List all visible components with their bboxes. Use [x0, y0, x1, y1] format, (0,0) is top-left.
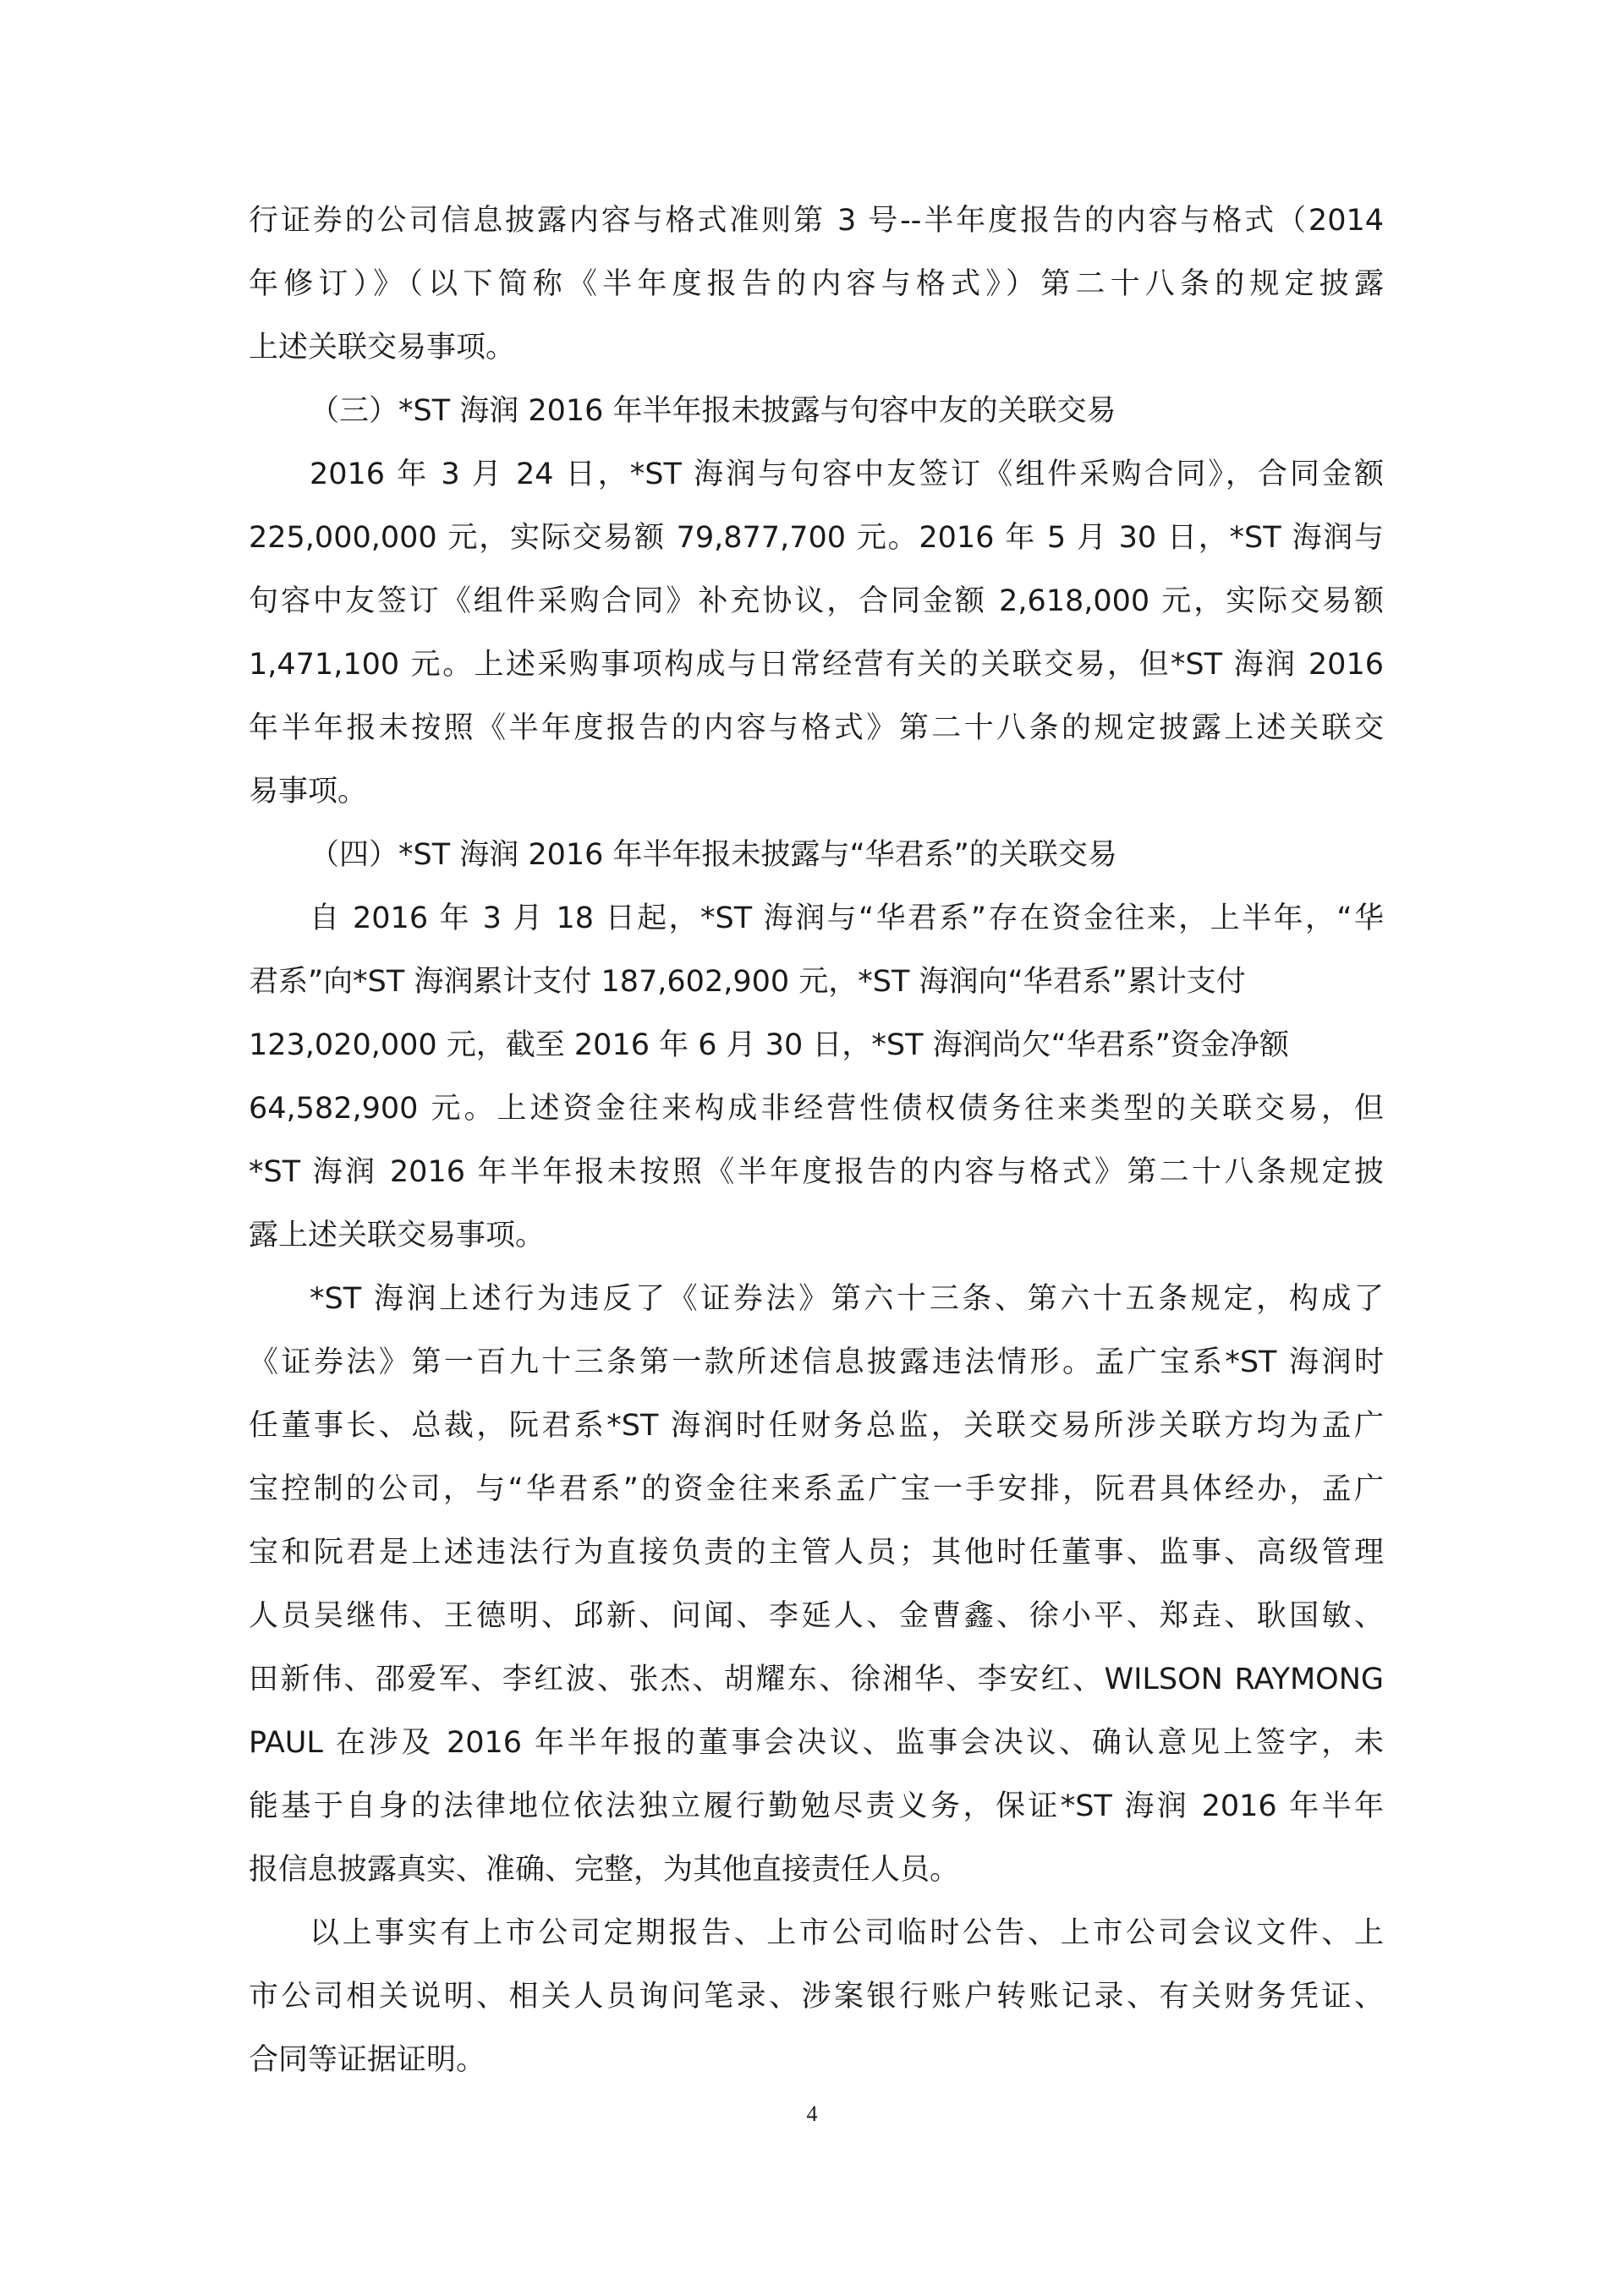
text-line: 年修订）》（以下简称《半年度报告的内容与格式》）第二十八条的规定披露 — [249, 267, 1384, 301]
text-line: 君系”向*ST 海润累计支付 187,602,900 元，*ST 海润向“华君系”累计支付 — [249, 965, 1246, 999]
text-line: 田新伟、邵爱军、李红波、张杰、胡耀东、徐湘华、李安红、WILSON RAYMONG — [249, 1663, 1384, 1696]
text-line: *ST 海润上述行为违反了《证券法》第六十三条、第六十五条规定，构成了 — [310, 1282, 1384, 1316]
text-line: 句容中友签订《组件采购合同》补充协议，合同金额 2,618,000 元，实际交易额 — [249, 584, 1384, 618]
text-line: 市公司相关说明、相关人员询问笔录、涉案银行账户转账记录、有关财务凭证、 — [249, 1980, 1384, 2014]
page-number: 4 — [806, 2101, 818, 2126]
text-line: （四）*ST 海润 2016 年半年报未披露与“华君系”的关联交易 — [310, 838, 1117, 872]
text-line: 宝控制的公司，与“华君系”的资金往来系孟广宝一手安排，阮君具体经办，孟广 — [249, 1472, 1384, 1506]
text-line: 任董事长、总裁，阮君系*ST 海润时任财务总监，关联交易所涉关联方均为孟广 — [249, 1409, 1384, 1443]
text-line: 123,020,000 元，截至 2016 年 6 月 30 日，*ST 海润尚欠“华君系”资金净额 — [249, 1028, 1289, 1062]
text-line: 上述关联交易事项。 — [249, 331, 516, 364]
text-line: 2016 年 3 月 24 日，*ST 海润与句容中友签订《组件采购合同》，合同金额 — [310, 458, 1384, 491]
text-line: 1,471,100 元。上述采购事项构成与日常经营有关的关联交易，但*ST 海润 2016 — [249, 648, 1384, 682]
body-text — [249, 189, 1384, 2092]
text-line: 易事项。 — [249, 775, 368, 808]
text-line: PAUL 在涉及 2016 年半年报的董事会决议、监事会决议、确认意见上签字，未 — [249, 1726, 1384, 1760]
text-line: 64,582,900 元。上述资金往来构成非经营性债权债务往来类型的关联交易，但 — [249, 1092, 1384, 1126]
text-line: 能基于自身的法律地位依法独立履行勤勉尽责义务，保证*ST 海润 2016 年半年 — [249, 1789, 1384, 1823]
text-line: 报信息披露真实、准确、完整，为其他直接责任人员。 — [249, 1853, 960, 1887]
text-line: 225,000,000 元，实际交易额 79,877,700 元。2016 年 5 月 30 日，*ST 海润与 — [249, 521, 1384, 555]
text-line: 自 2016 年 3 月 18 日起，*ST 海润与“华君系”存在资金往来，上半年，“华 — [310, 901, 1384, 935]
text-line: *ST 海润 2016 年半年报未按照《半年度报告的内容与格式》第二十八条规定披 — [249, 1155, 1384, 1189]
text-line: （三）*ST 海润 2016 年半年报未披露与句容中友的关联交易 — [310, 394, 1116, 428]
text-line: 合同等证据证明。 — [249, 2043, 486, 2077]
text-line: 露上述关联交易事项。 — [249, 1219, 546, 1252]
text-line: 宝和阮君是上述违法行为直接负责的主管人员；其他时任董事、监事、高级管理 — [249, 1536, 1384, 1570]
text-line: 年半年报未按照《半年度报告的内容与格式》第二十八条的规定披露上述关联交 — [249, 711, 1384, 745]
text-line: 《证券法》第一百九十三条第一款所述信息披露违法情形。孟广宝系*ST 海润时 — [249, 1345, 1384, 1379]
text-line: 以上事实有上市公司定期报告、上市公司临时公告、上市公司会议文件、上 — [310, 1916, 1384, 1950]
text-line: 人员吴继伟、王德明、邱新、问闻、李延人、金曹鑫、徐小平、郑垚、耿国敏、 — [249, 1599, 1384, 1633]
text-line: 行证券的公司信息披露内容与格式准则第 3 号--半年度报告的内容与格式（2014 — [249, 204, 1384, 238]
